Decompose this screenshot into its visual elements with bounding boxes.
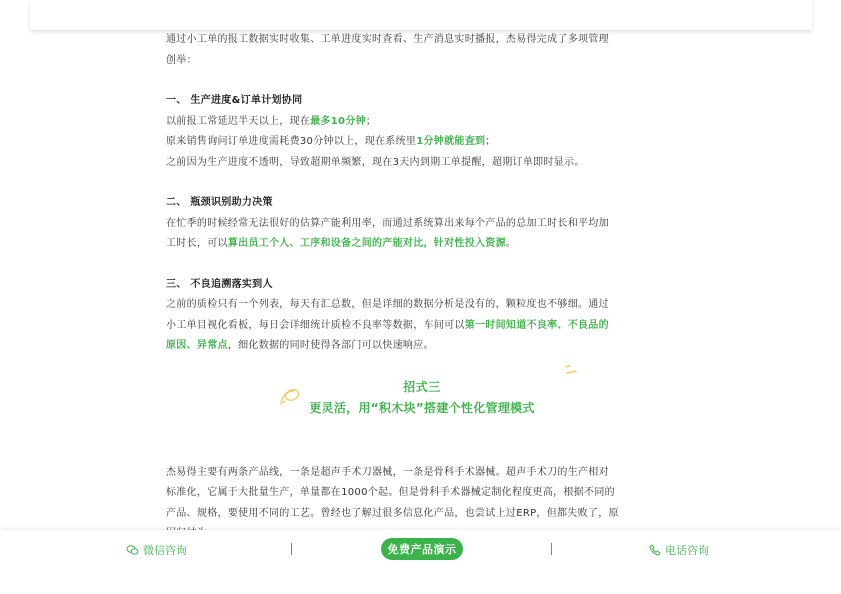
intro-line-2: 创举： [166, 54, 197, 66]
highlight-text: 算出员工个人、工序和设备之间的产能对比，针对性投入资源 [227, 238, 506, 249]
section2-title: 二、 瓶颈识别助力决策 [166, 197, 273, 208]
section2-line-2: 工时长，可以算出员工个人、工序和设备之间的产能对比，针对性投入资源。 [166, 238, 517, 249]
section1-line-1: 以前报工常延迟半天以上，现在最多10分钟； [166, 115, 377, 127]
section2-line-1: 在忙季的时候经常无法很好的估算产能利用率，而通过系统算出来每个产品的总加工时长和平均加 [166, 217, 609, 229]
highlight-text: 原因、异常点 [166, 340, 228, 351]
section4-line-2: 标准化，它属于大批量生产，单量都在1000个起。但是骨科手术器械定制化程度更高，根据不同的 [166, 487, 615, 498]
divider [291, 543, 292, 555]
phone-icon [649, 544, 661, 556]
bottom-action-bar [0, 530, 841, 570]
hero-title-1: 招式三 [403, 379, 441, 394]
hero-title-2: 更灵活，用“积木块”搭建个性化管理模式 [309, 400, 535, 415]
top-header-bar [30, 0, 812, 30]
wechat-icon [126, 544, 139, 556]
article-body [166, 30, 678, 545]
wechat-consult-button[interactable] [126, 542, 187, 558]
highlight-text: 最多10分钟 [310, 115, 366, 127]
spark-decoration-icon [564, 365, 578, 377]
phone-consult-button[interactable] [649, 542, 709, 558]
section1-line-2: 原来销售询问订单进度需耗费30分钟以上，现在系统里1分钟就能查到； [166, 136, 496, 147]
section3-line-1: 之前的质检只有一个列表，每天有汇总数，但是详细的数据分析是没有的，颗粒度也不够细。通过 [166, 299, 609, 310]
divider [551, 543, 552, 555]
section3-title: 三、 不良追溯落实到人 [166, 278, 273, 290]
section3-line-2: 小工单目视化看板，每日会详细统计质检不良率等数据，车间可以第一时间知道不良率、不良品的 [166, 319, 609, 331]
section1-line-3: 之前因为生产进度不透明，导致超期单频繁，现在3天内到期工单提醒，超期订单即时显示。 [166, 156, 585, 168]
section4-line-3: 产品、规格，要使用不同的工艺。曾经也了解过很多信息化产品，也尝试上过ERP，但都失败了，原 [166, 507, 619, 519]
free-demo-button[interactable]: 免费产品演示 [381, 538, 463, 560]
section1-title: 一、 生产进度&订单计划协同 [166, 95, 303, 106]
section-hero [166, 357, 678, 447]
intro-line-1: 通过小工单的报工数据实时收集、工单进度实时查看、生产消息实时播报，杰易得完成了多项管理 [166, 34, 609, 45]
highlight-text: 第一时间知道不良率、不良品的 [464, 319, 609, 331]
wechat-consult-label: 微信咨询 [143, 544, 187, 557]
phone-consult-label: 电话咨询 [665, 544, 709, 557]
section4-line-1: 杰易得主要有两条产品线，一条是超声手术刀器械，一条是骨科手术器械。超声手术刀的生产相对 [166, 466, 609, 478]
section3-line-3: 原因、异常点，细化数据的同时使得各部门可以快速响应。 [166, 340, 434, 351]
highlight-text: 1分钟就能查到 [416, 136, 486, 147]
